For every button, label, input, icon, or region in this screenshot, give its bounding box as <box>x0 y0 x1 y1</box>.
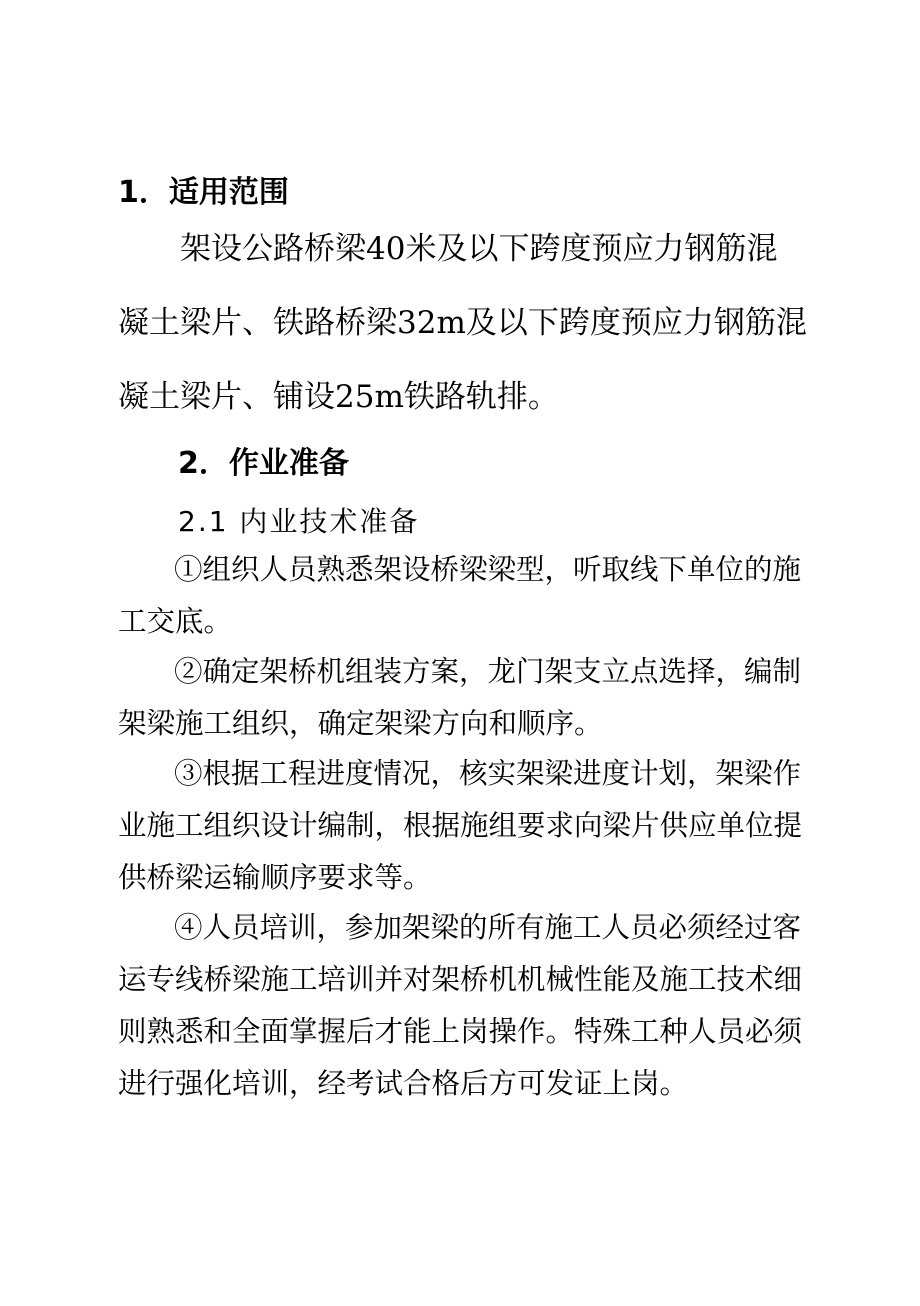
section-2-heading: 2．作业准备 <box>178 446 349 481</box>
section-1-heading: 1．适用范围 <box>118 175 289 210</box>
section-1-paragraph: 架设公路桥梁40米及以下跨度预应力钢筋混凝土梁片、铁路桥梁32m及以下跨度预应力钢筋混凝土梁片、铺设25m铁路轨排。 <box>118 231 807 415</box>
prep-item-2: ②确定架桥机组装方案，龙门架支立点选择，编制架梁施工组织，确定架梁方向和顺序。 <box>118 655 802 740</box>
subsection-2-1-heading: 2.1 内业技术准备 <box>178 505 420 538</box>
prep-item-1: ①组织人员熟悉架设桥梁梁型，听取线下单位的施工交底。 <box>118 553 802 638</box>
prep-item-4: ④人员培训，参加架梁的所有施工人员必须经过客运专线桥梁施工培训并对架桥机机械性能及施工技术细则熟悉和全面掌握后才能上岗操作。特殊工种人员必须进行强化培训，经考试合格后方可发证上岗。 <box>118 911 803 1100</box>
prep-item-3: ③根据工程进度情况，核实架梁进度计划，架梁作业施工组织设计编制，根据施组要求向梁片供应单位提供桥梁运输顺序要求等。 <box>118 757 803 894</box>
